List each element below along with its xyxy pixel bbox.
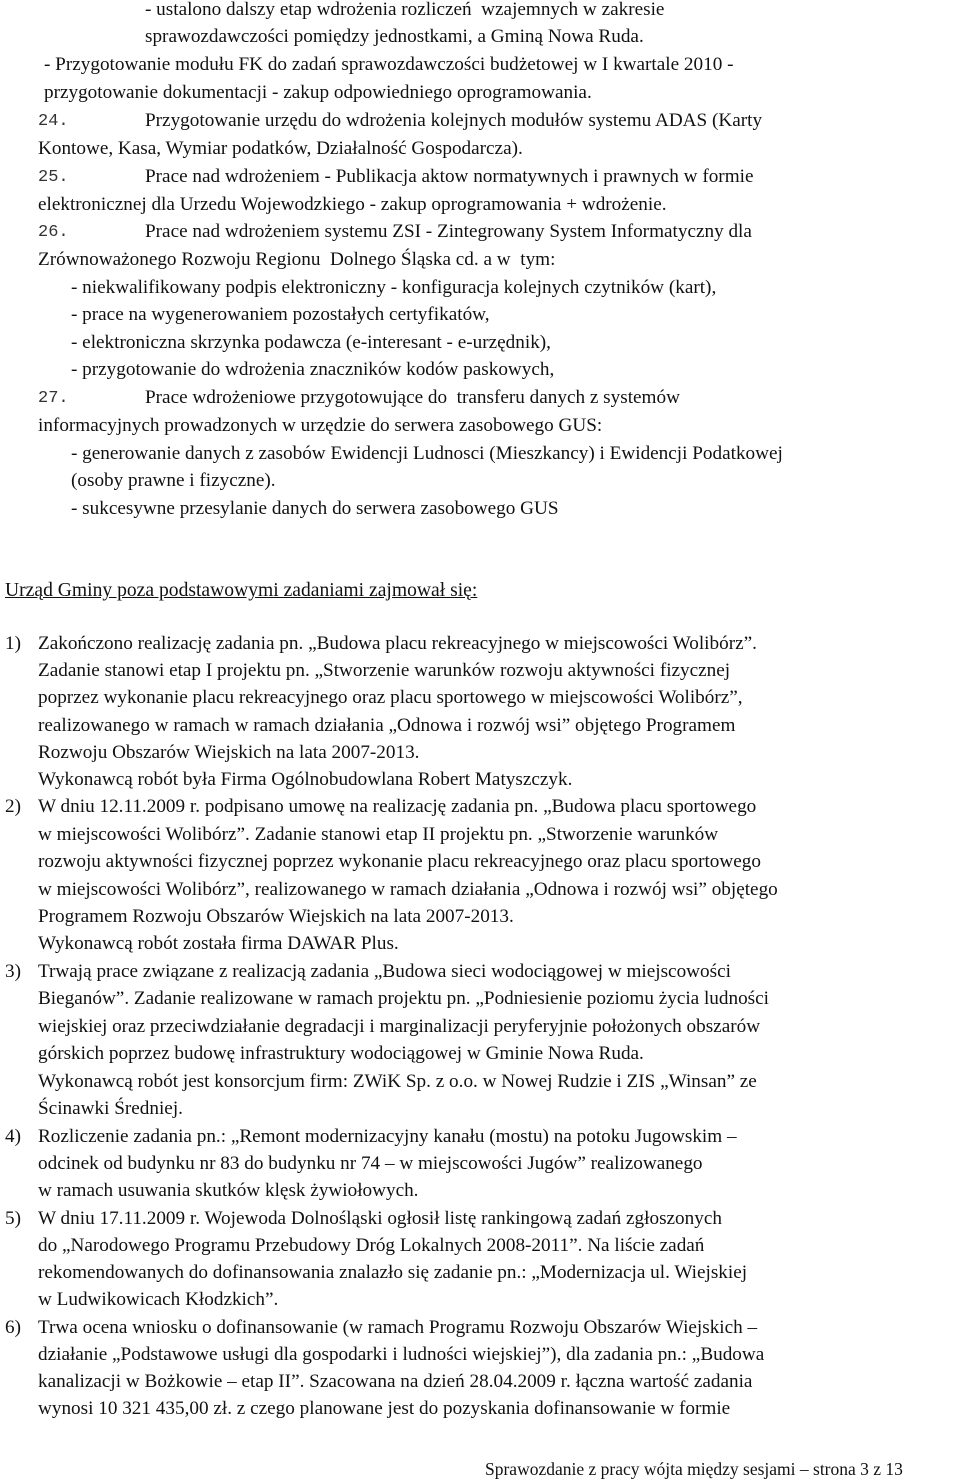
- task-number: 2): [5, 796, 21, 817]
- intro-line: sprawozdawczości pomiędzy jednostkami, a Gminą Nowa Ruda.: [145, 26, 644, 47]
- task-line: działanie „Podstawowe usługi dla gospodarki i ludności wiejskiej”), dla zadania pn.: „Budowa: [38, 1344, 765, 1365]
- task-line: odcinek od budynku nr 83 do budynku nr 74 – w miejscowości Jugów” realizowanego: [38, 1153, 703, 1174]
- task-line: Trwa ocena wniosku o dofinansowanie (w ramach Programu Rozwoju Obszarów Wiejskich –: [38, 1317, 758, 1338]
- item-number: 27.: [38, 389, 69, 408]
- task-line: poprzez wykonanie placu rekreacyjnego oraz placu sportowego w miejscowości Wolibórz”,: [38, 687, 743, 708]
- task-line: Bieganów”. Zadanie realizowane w ramach projektu pn. „Podniesienie poziomu życia ludności: [38, 988, 769, 1009]
- task-line: Wykonawcą robót była Firma Ogólnobudowlana Robert Matyszczyk.: [38, 769, 573, 790]
- item-bullet: - sukcesywne przesylanie danych do serwera zasobowego GUS: [71, 498, 559, 519]
- task-number: 3): [5, 961, 21, 982]
- task-line: rozwoju aktywności fizycznej poprzez wykonanie placu rekreacyjnego oraz placu sportowego: [38, 851, 761, 872]
- task-line: w miejscowości Wolibórz”. Zadanie stanowi etap II projektu pn. „Stworzenie warunków: [38, 824, 719, 845]
- task-number: 5): [5, 1208, 21, 1229]
- task-line: w Ludwikowicach Kłodzkich”.: [38, 1289, 279, 1310]
- item-text: informacyjnych prowadzonych w urzędzie do serwera zasobowego GUS:: [38, 415, 603, 436]
- task-line: realizowanego w ramach w ramach działania „Odnowa i rozwój wsi” objętego Programem: [38, 715, 736, 736]
- task-line: Programem Rozwoju Obszarów Wiejskich na lata 2007-2013.: [38, 906, 514, 927]
- page-footer: Sprawozdanie z pracy wójta między sesjami – strona 3 z 13: [485, 1459, 903, 1479]
- task-number: 4): [5, 1126, 21, 1147]
- item-number: 26.: [38, 223, 69, 242]
- task-line: w ramach usuwania skutków klęsk żywiołowych.: [38, 1180, 419, 1201]
- task-line: Wykonawcą robót jest konsorcjum firm: ZWiK Sp. z o.o. w Nowej Rudzie i ZIS „Winsan” ze: [38, 1071, 757, 1092]
- task-line: W dniu 12.11.2009 r. podpisano umowę na realizację zadania pn. „Budowa placu sportowego: [38, 796, 757, 817]
- item-text: Przygotowanie urzędu do wdrożenia kolejnych modułów systemu ADAS (Karty: [145, 110, 763, 131]
- task-line: wiejskiej oraz przeciwdziałanie degradacji i marginalizacji peryferyjnie położonych obszarów: [38, 1016, 761, 1037]
- task-line: kanalizacji w Bożkowie – etap II”. Szacowana na dzień 28.04.2009 r. łączna wartość zadania: [38, 1371, 753, 1392]
- item-text: Prace nad wdrożeniem systemu ZSI - Zintegrowany System Informatyczny dla: [145, 221, 752, 242]
- task-line: Zakończono realizację zadania pn. „Budowa placu rekreacyjnego w miejscowości Wolibórz”.: [38, 633, 757, 654]
- item-bullet: - niekwalifikowany podpis elektroniczny - konfiguracja kolejnych czytników (kart),: [71, 277, 717, 298]
- item-text: Kontowe, Kasa, Wymiar podatków, Działalność Gospodarcza).: [38, 138, 523, 159]
- intro-line: - ustalono dalszy etap wdrożenia rozliczeń wzajemnych w zakresie: [145, 0, 665, 20]
- item-number: 24.: [38, 112, 69, 131]
- task-line: w miejscowości Wolibórz”, realizowanego w ramach działania „Odnowa i rozwój wsi” objętego: [38, 879, 778, 900]
- section-heading: Urząd Gminy poza podstawowymi zadaniami zajmował się:: [5, 580, 478, 601]
- task-line: rekomendowanych do dofinansowania znalazło się zadanie pn.: „Modernizacja ul. Wiejskiej: [38, 1262, 748, 1283]
- task-line: Zadanie stanowi etap I projektu pn. „Stworzenie warunków rozwoju aktywności fizycznej: [38, 660, 731, 681]
- task-number: 6): [5, 1317, 21, 1338]
- task-line: wynosi 10 321 435,00 zł. z czego planowane jest do pozyskania dofinansowanie w formie: [38, 1398, 731, 1419]
- item-bullet: - prace na wygenerowaniem pozostałych certyfikatów,: [71, 304, 490, 325]
- item-bullet: - przygotowanie do wdrożenia znaczników kodów paskowych,: [71, 359, 555, 380]
- task-line: Rozliczenie zadania pn.: „Remont modernizacyjny kanału (mostu) na potoku Jugowskim –: [38, 1126, 737, 1147]
- item-number: 25.: [38, 168, 69, 187]
- item-bullet: - generowanie danych z zasobów Ewidencji Ludnosci (Mieszkancy) i Ewidencji Podatkowej: [71, 443, 783, 464]
- item-text: Prace wdrożeniowe przygotowujące do transferu danych z systemów: [145, 387, 680, 408]
- item-bullet: - elektroniczna skrzynka podawcza (e-interesant - e-urzędnik),: [71, 332, 551, 353]
- item-text: Zrównoważonego Rozwoju Regionu Dolnego Śląska cd. a w tym:: [38, 249, 556, 270]
- item-text: Prace nad wdrożeniem - Publikacja aktow normatywnych i prawnych w formie: [145, 166, 754, 187]
- task-line: górskich poprzez budowę infrastruktury wodociągowej w Gminie Nowa Ruda.: [38, 1043, 644, 1064]
- task-line: Wykonawcą robót została firma DAWAR Plus.: [38, 933, 399, 954]
- task-line: do „Narodowego Programu Przebudowy Dróg Lokalnych 2008-2011”. Na liście zadań: [38, 1235, 705, 1256]
- item-bullet: (osoby prawne i fizyczne).: [71, 470, 276, 491]
- intro-line: przygotowanie dokumentacji - zakup odpowiedniego oprogramowania.: [44, 82, 592, 103]
- item-text: elektronicznej dla Urzedu Wojewodzkiego - zakup oprogramowania + wdrożenie.: [38, 194, 667, 215]
- intro-line: - Przygotowanie modułu FK do zadań sprawozdawczości budżetowej w I kwartale 2010 -: [44, 54, 734, 75]
- task-line: Rozwoju Obszarów Wiejskich na lata 2007-2013.: [38, 742, 420, 763]
- task-line: W dniu 17.11.2009 r. Wojewoda Dolnośląski ogłosił listę rankingową zadań zgłoszonych: [38, 1208, 722, 1229]
- task-line: Ścinawki Średniej.: [38, 1098, 183, 1119]
- task-number: 1): [5, 633, 21, 654]
- task-line: Trwają prace związane z realizacją zadania „Budowa sieci wodociągowej w miejscowości: [38, 961, 731, 982]
